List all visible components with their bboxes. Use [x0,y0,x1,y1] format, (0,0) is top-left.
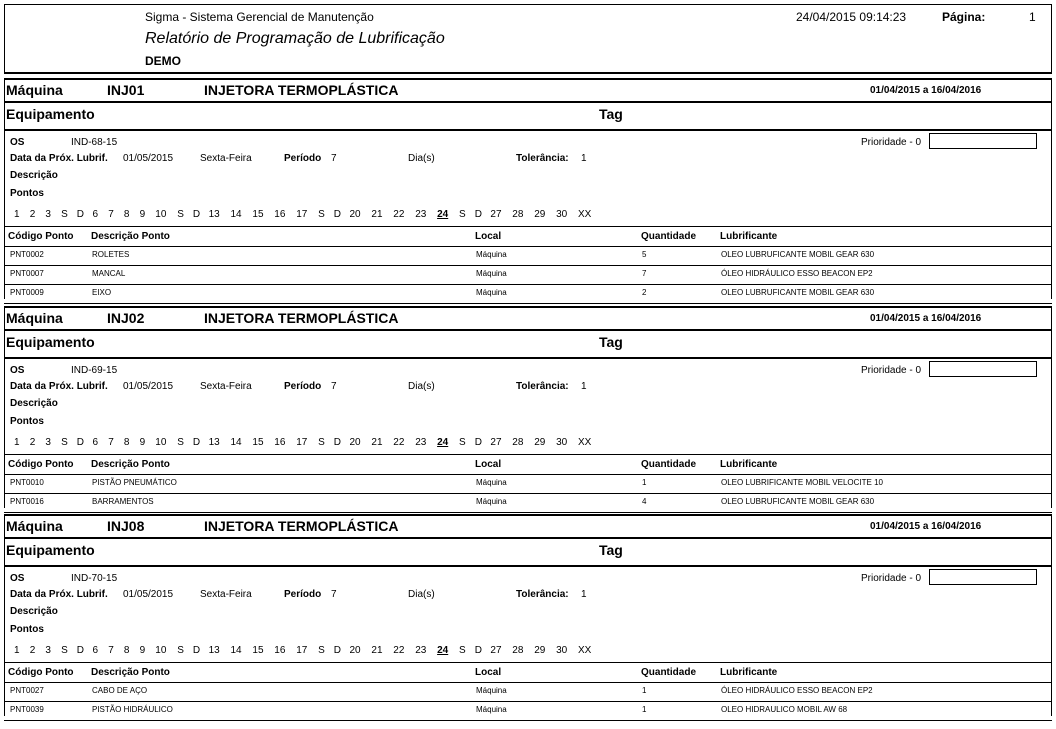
row-divider [4,284,1052,285]
calendar-day: 2 [29,645,36,656]
point-description: MANCAL [92,269,126,278]
points-label: Pontos [10,624,44,635]
col-quantidade: Quantidade [641,231,697,242]
calendar-day: D [76,437,85,448]
point-quantity: 4 [642,497,647,506]
point-code: PNT0002 [10,250,44,259]
section-top-border [4,78,1052,80]
calendar-day: 1 [14,437,20,448]
col-codigo: Código Ponto [8,231,74,242]
calendar-day: D [333,437,342,448]
calendar-day: 13 [208,209,220,220]
calendar-day: 1 [14,645,20,656]
calendar-day: S [459,209,466,220]
calendar-day: S [177,645,184,656]
description-label: Descrição [10,398,58,409]
point-lubricant: OLEO HIDRAULICO MOBIL AW 68 [721,705,848,714]
calendar-day: 15 [252,209,264,220]
row-divider [4,265,1052,266]
point-description: BARRAMENTOS [92,497,154,506]
days-unit: Dia(s) [408,589,435,600]
divider [4,682,1052,683]
calendar-day: 22 [393,437,405,448]
period-value: 7 [331,153,337,164]
section-left-border [4,514,5,716]
calendar-day: 16 [274,645,286,656]
calendar-day: 15 [252,645,264,656]
point-location: Máquina [476,250,507,259]
point-description: ROLETES [92,250,130,259]
calendar-day: D [192,209,201,220]
calendar-day: 1 [14,209,20,220]
priority-input[interactable] [929,569,1037,585]
calendar-day: 7 [108,209,114,220]
calendar-day: 3 [45,437,51,448]
calendar-day: 17 [296,645,308,656]
divider [4,565,1052,567]
calendar-day: 20 [349,437,361,448]
equipment-label: Equipamento [6,334,95,350]
calendar-day: 14 [230,209,242,220]
next-date-label: Data da Próx. Lubrif. [10,381,108,392]
point-code: PNT0027 [10,686,44,695]
tolerance-label: Tolerância: [516,153,569,164]
point-lubricant: OLEO LUBRIFICANTE MOBIL VELOCITE 10 [721,478,883,487]
calendar-day: 3 [45,209,51,220]
calendar-day: 6 [92,209,99,220]
point-location: Máquina [476,269,507,278]
calendar-day: 14 [230,645,242,656]
col-codigo: Código Ponto [8,667,74,678]
period-label: Período [284,589,322,600]
machine-label: Máquina [6,310,63,326]
col-lubrificante: Lubrificante [720,231,778,242]
point-description: EIXO [92,288,112,297]
point-location: Máquina [476,288,507,297]
machine-code: INJ01 [107,82,145,98]
col-descricao: Descrição Ponto [91,459,170,470]
section-left-border [4,306,5,508]
section-top-border [4,306,1052,308]
days-unit: Dia(s) [408,381,435,392]
next-date-label: Data da Próx. Lubrif. [10,153,108,164]
point-lubricant: OLEO LUBRUFICANTE MOBIL GEAR 630 [721,288,875,297]
calendar-day: 21 [371,209,383,220]
page-number: 1 [1029,10,1036,24]
period-value: 7 [331,381,337,392]
calendar-day: 6 [92,437,99,448]
machine-name: INJETORA TERMOPLÁSTICA [204,518,399,534]
description-label: Descrição [10,606,58,617]
col-descricao: Descrição Ponto [91,231,170,242]
calendar-day: 9 [139,645,146,656]
calendar-day: XX [578,209,592,220]
calendar-day: 29 [534,437,546,448]
company-name: DEMO [145,54,181,68]
os-number: IND-69-15 [71,365,118,376]
period-label: Período [284,381,322,392]
calendar-day: 22 [393,209,405,220]
point-lubricant: ÓLEO HIDRÁULICO ESSO BEACON EP2 [721,686,873,695]
point-code: PNT0016 [10,497,44,506]
tolerance-value: 1 [581,153,587,164]
point-lubricant: ÓLEO HIDRÁULICO ESSO BEACON EP2 [721,269,873,278]
calendar-day: S [459,437,466,448]
calendar-day: 2 [29,437,36,448]
next-date: 01/05/2015 [123,589,174,600]
calendar-day: 24 [437,209,449,220]
tag-label: Tag [599,106,623,122]
calendar-day: 21 [371,437,383,448]
next-date-label: Data da Próx. Lubrif. [10,589,108,600]
machine-name: INJETORA TERMOPLÁSTICA [204,82,399,98]
calendar-day: 7 [108,645,114,656]
calendar-day: S [459,645,466,656]
col-local: Local [475,231,502,242]
priority-label: Prioridade - 0 [861,573,922,584]
os-label: OS [10,365,25,376]
calendar-day: XX [578,437,592,448]
calendar-day: S [61,645,68,656]
col-descricao: Descrição Ponto [91,667,170,678]
row-divider [4,512,1052,513]
calendar-day: 6 [92,645,99,656]
calendar-day: D [333,645,342,656]
calendar-day: 30 [556,645,568,656]
point-location: Máquina [476,705,507,714]
system-name: Sigma - Sistema Gerencial de Manutenção [145,10,374,24]
calendar-day: D [474,209,482,220]
os-number: IND-68-15 [71,137,118,148]
machine-label: Máquina [6,518,63,534]
divider [4,129,1052,131]
calendar-day: 20 [349,209,361,220]
next-date: 01/05/2015 [123,381,174,392]
machine-code: INJ02 [107,310,145,326]
point-quantity: 7 [642,269,647,278]
equipment-label: Equipamento [6,542,95,558]
point-quantity: 1 [642,478,647,487]
period-range: 01/04/2015 a 16/04/2016 [870,85,982,96]
calendar-day: S [61,437,68,448]
calendar-day: 8 [123,645,130,656]
col-lubrificante: Lubrificante [720,459,778,470]
calendar-day: 28 [512,437,524,448]
calendar-day: 8 [123,437,130,448]
divider [4,454,1052,455]
calendar-day: 28 [512,209,524,220]
divider [4,537,1052,539]
weekday: Sexta-Feira [200,589,252,600]
weekday: Sexta-Feira [200,381,252,392]
calendar-day: D [76,209,85,220]
calendar-day: S [318,209,325,220]
calendar-day: 30 [556,437,568,448]
calendar-day: 22 [393,645,405,656]
divider [4,246,1052,247]
col-local: Local [475,667,502,678]
calendar-day: S [318,645,325,656]
point-quantity: 5 [642,250,647,259]
calendar-day: 16 [274,437,286,448]
calendar-day: D [474,645,482,656]
calendar-day: 17 [296,209,308,220]
days-unit: Dia(s) [408,153,435,164]
col-quantidade: Quantidade [641,459,697,470]
os-label: OS [10,137,25,148]
point-description: PISTÃO HIDRÁULICO [92,705,173,714]
calendar-day: 15 [252,437,264,448]
calendar-day: 30 [556,209,568,220]
point-description: PISTÃO PNEUMÁTICO [92,478,177,487]
tag-label: Tag [599,334,623,350]
point-quantity: 2 [642,288,647,297]
point-code: PNT0007 [10,269,44,278]
section-bottom-border [4,720,1052,721]
tolerance-label: Tolerância: [516,589,569,600]
divider [4,329,1052,331]
calendar-day: 8 [123,209,130,220]
calendar-day: 13 [208,645,220,656]
calendar-day: D [474,437,482,448]
calendar-day: 23 [415,437,427,448]
priority-label: Prioridade - 0 [861,365,922,376]
row-divider [4,303,1052,304]
calendar-day: S [318,437,325,448]
calendar-day: D [76,645,85,656]
calendar-day: 16 [274,209,286,220]
col-lubrificante: Lubrificante [720,667,778,678]
point-quantity: 1 [642,705,647,714]
tolerance-value: 1 [581,381,587,392]
calendar-day: S [61,209,68,220]
calendar-day: 27 [490,645,502,656]
report-timestamp: 24/04/2015 09:14:23 [796,10,907,24]
calendar-day: D [192,437,201,448]
calendar-day: 27 [490,209,502,220]
divider [4,662,1052,663]
report-title: Relatório de Programação de Lubrificação [145,30,445,47]
calendar-day: 10 [155,209,167,220]
os-label: OS [10,573,25,584]
section-right-border [1051,306,1052,508]
machine-code: INJ08 [107,518,145,534]
calendar-day: 23 [415,645,427,656]
point-code: PNT0010 [10,478,44,487]
tag-label: Tag [599,542,623,558]
calendar-day: 13 [208,437,220,448]
point-code: PNT0009 [10,288,44,297]
point-location: Máquina [476,478,507,487]
calendar-day: 24 [437,645,449,656]
calendar-day: 29 [534,645,546,656]
row-divider [4,701,1052,702]
calendar-day: 27 [490,437,502,448]
divider [4,101,1052,103]
period-value: 7 [331,589,337,600]
point-code: PNT0039 [10,705,44,714]
calendar-day: 14 [230,437,242,448]
divider [4,226,1052,227]
point-location: Máquina [476,686,507,695]
calendar-day: 10 [155,645,167,656]
calendar-day: 3 [45,645,51,656]
calendar-day: S [177,437,184,448]
point-quantity: 1 [642,686,647,695]
os-number: IND-70-15 [71,573,118,584]
period-range: 01/04/2015 a 16/04/2016 [870,521,982,532]
calendar-day: 20 [349,645,361,656]
section-top-border [4,514,1052,516]
calendar-day: 7 [108,437,114,448]
calendar-day: 29 [534,209,546,220]
col-local: Local [475,459,502,470]
calendar-day: 9 [139,437,146,448]
divider [4,474,1052,475]
points-label: Pontos [10,188,44,199]
calendar-day: 23 [415,209,427,220]
priority-input[interactable] [929,133,1037,149]
calendar-day: 21 [371,645,383,656]
points-label: Pontos [10,416,44,427]
tolerance-value: 1 [581,589,587,600]
calendar-day: 10 [155,437,167,448]
calendar-day: 9 [139,209,146,220]
section-right-border [1051,514,1052,716]
row-divider [4,493,1052,494]
col-codigo: Código Ponto [8,459,74,470]
page-label: Página: [942,10,986,24]
period-label: Período [284,153,322,164]
col-quantidade: Quantidade [641,667,697,678]
point-description: CABO DE AÇO [92,686,148,695]
priority-label: Prioridade - 0 [861,137,922,148]
calendar-day: 2 [29,209,36,220]
calendar-day: 28 [512,645,524,656]
weekday: Sexta-Feira [200,153,252,164]
tolerance-label: Tolerância: [516,381,569,392]
divider [4,357,1052,359]
calendar-day: XX [578,645,592,656]
calendar-day: 24 [437,437,449,448]
point-location: Máquina [476,497,507,506]
calendar-day: D [333,209,342,220]
calendar-day: D [192,645,201,656]
period-range: 01/04/2015 a 16/04/2016 [870,313,982,324]
point-lubricant: OLEO LUBRUFICANTE MOBIL GEAR 630 [721,250,875,259]
machine-label: Máquina [6,82,63,98]
calendar-day: 17 [296,437,308,448]
priority-input[interactable] [929,361,1037,377]
next-date: 01/05/2015 [123,153,174,164]
machine-name: INJETORA TERMOPLÁSTICA [204,310,399,326]
equipment-label: Equipamento [6,106,95,122]
calendar-day: S [177,209,184,220]
point-lubricant: OLEO LUBRUFICANTE MOBIL GEAR 630 [721,497,875,506]
description-label: Descrição [10,170,58,181]
